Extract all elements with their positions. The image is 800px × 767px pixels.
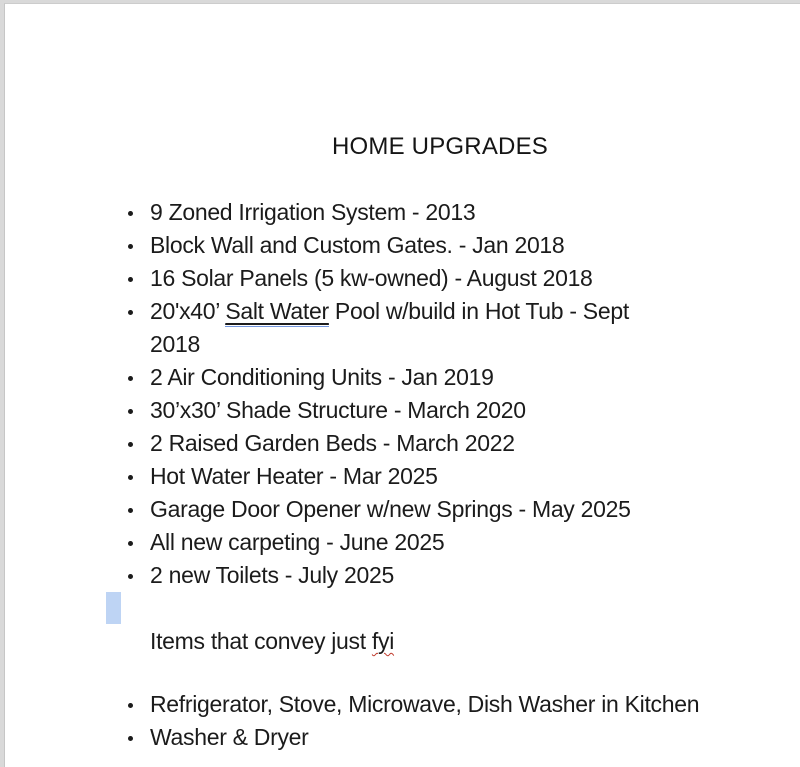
list-item-text: 2018 <box>150 331 200 357</box>
list-item-text: 2 Air Conditioning Units - Jan 2019 <box>150 364 494 390</box>
document-page[interactable] <box>4 3 800 767</box>
bullet-icon <box>128 541 133 546</box>
list-item-text-prefix: 20'x40’ <box>150 298 226 324</box>
note-text-prefix: Items that convey just <box>150 628 372 654</box>
empty-line[interactable] <box>100 163 780 196</box>
grammar-flagged-text: Salt Water <box>225 299 329 327</box>
list-item-text: Refrigerator, Stove, Microwave, Dish Washer in Kitchen <box>150 691 700 717</box>
bullet-icon <box>128 475 133 480</box>
list-item-text: Garage Door Opener w/new Springs - May 2025 <box>150 496 631 522</box>
list-item[interactable] <box>100 394 780 427</box>
list-item[interactable] <box>100 526 780 559</box>
list-item-text <box>150 295 629 328</box>
bullet-icon <box>128 310 133 315</box>
page-title[interactable]: HOME UPGRADES <box>332 133 548 160</box>
list-item-text: 16 Solar Panels (5 kw-owned) - August 2018 <box>150 265 593 291</box>
list-item-text: 9 Zoned Irrigation System - 2013 <box>150 199 476 225</box>
list-item-text: Washer & Dryer <box>150 724 309 750</box>
list-item[interactable] <box>100 295 780 328</box>
document-content <box>100 4 780 754</box>
list-item-text: Hot Water Heater - Mar 2025 <box>150 463 438 489</box>
empty-line-selected[interactable] <box>100 592 780 625</box>
list-item[interactable] <box>100 361 780 394</box>
note-text <box>150 625 394 658</box>
bullet-icon <box>128 442 133 447</box>
list-item-text-suffix: Pool w/build in Hot Tub - Sept <box>328 298 629 324</box>
bullet-icon <box>128 376 133 381</box>
empty-line[interactable] <box>100 658 780 688</box>
bullet-icon <box>128 508 133 513</box>
note-line[interactable] <box>100 625 780 658</box>
list-item-text: 30’x30’ Shade Structure - March 2020 <box>150 397 526 423</box>
list-item-text: Block Wall and Custom Gates. - Jan 2018 <box>150 232 565 258</box>
bullet-icon <box>128 211 133 216</box>
list-item[interactable] <box>100 559 780 592</box>
list-item-text: 2 new Toilets - July 2025 <box>150 562 394 588</box>
list-item-text: 2 Raised Garden Beds - March 2022 <box>150 430 515 456</box>
list-item[interactable] <box>100 493 780 526</box>
bullet-icon <box>128 574 133 579</box>
list-item-continuation[interactable] <box>100 328 780 361</box>
bullet-icon <box>128 736 133 741</box>
list-item[interactable] <box>100 229 780 262</box>
list-item-text: All new carpeting - June 2025 <box>150 529 445 555</box>
bullet-icon <box>128 244 133 249</box>
bullet-icon <box>128 703 133 708</box>
list-item[interactable] <box>100 196 780 229</box>
bullet-icon <box>128 277 133 282</box>
spellcheck-flagged-text: fyi <box>371 628 395 654</box>
list-item[interactable] <box>100 427 780 460</box>
list-item[interactable] <box>100 721 780 754</box>
selection-highlight <box>106 592 121 624</box>
list-item[interactable] <box>100 688 780 721</box>
list-item[interactable] <box>100 262 780 295</box>
bullet-icon <box>128 409 133 414</box>
list-item[interactable] <box>100 460 780 493</box>
